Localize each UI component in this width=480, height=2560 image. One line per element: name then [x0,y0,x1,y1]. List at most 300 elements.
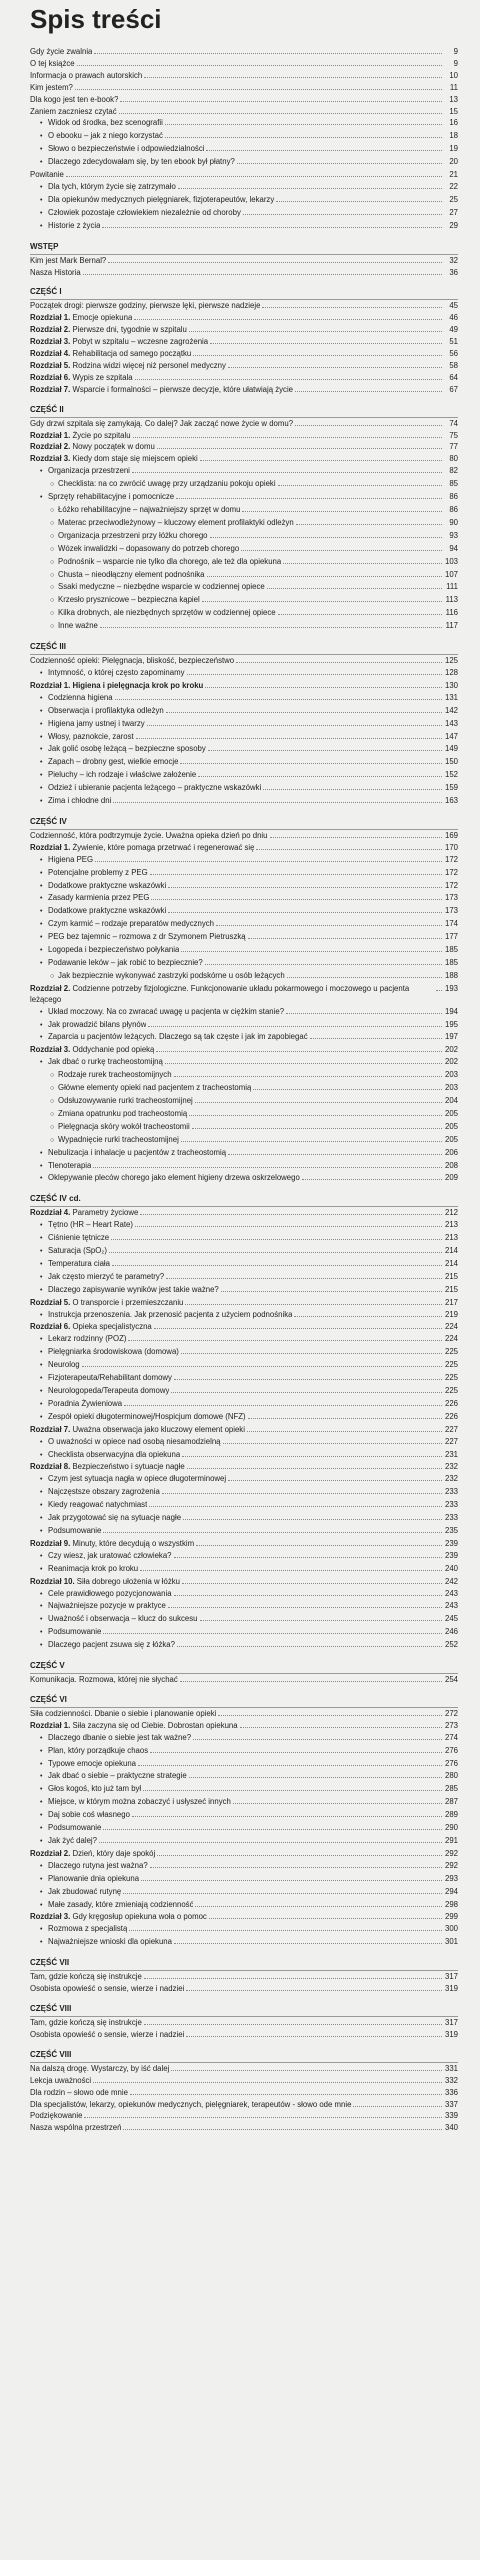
entry-text: Obserwacja i profilaktyka odleżyn [48,705,164,715]
entry-text: Cele prawidłowego pozycjonowania [48,1588,172,1598]
page-number: 224 [444,1334,458,1344]
toc-entry[interactable] [30,1398,458,1411]
toc-entry[interactable] [30,1873,458,1886]
page-number: 150 [444,757,458,767]
dot-leader [103,1822,442,1830]
toc-entry[interactable] [30,957,458,970]
entry-text: Miejsce, w którym można zobaczyć i usłyszeć innych [48,1797,231,1807]
entry-text: Czym karmić – rodzaje preparatów medycznych [48,919,214,929]
page-number: 149 [444,744,458,754]
toc-entry[interactable] [30,705,458,718]
toc-entry[interactable] [30,1258,458,1271]
toc-entry[interactable] [30,1674,458,1686]
chapter-label: Rozdział 2. [30,325,71,335]
toc-entry[interactable] [30,1147,458,1160]
toc-entry[interactable] [30,842,458,854]
chapter-label: Rozdział 6. [30,1322,71,1332]
toc-entry[interactable] [30,1232,458,1245]
page-number: 336 [444,2087,458,2097]
dot-leader [66,169,442,177]
bullet-icon [40,119,48,130]
page-number: 205 [444,1121,458,1131]
toc-entry[interactable] [30,905,458,918]
toc-entry[interactable] [30,795,458,808]
toc-entry[interactable] [30,1835,458,1848]
dot-leader [240,1720,442,1728]
toc-entry[interactable] [30,944,458,957]
bullet-icon [40,1552,48,1563]
toc-entry[interactable] [30,491,458,504]
toc-entry[interactable] [30,2110,458,2122]
bullet-icon [40,1247,48,1258]
bullet-icon [40,1149,48,1160]
page-number: 193 [444,983,458,993]
page-number: 173 [444,893,458,903]
page-number: 319 [444,1984,458,1994]
toc-entry[interactable] [30,384,458,396]
toc-entry[interactable] [30,441,458,453]
page-number: 214 [444,1246,458,1256]
dot-leader [237,156,442,164]
toc-entry[interactable] [30,194,458,207]
toc-entry[interactable] [30,854,458,867]
dot-leader [144,1971,442,1979]
toc-entry[interactable] [30,1372,458,1385]
toc-entry[interactable] [30,2122,458,2134]
toc-entry[interactable] [30,372,458,384]
entry-text: Tlenoterapia [48,1160,92,1170]
dot-leader [180,756,442,764]
toc-entry[interactable] [30,2029,458,2041]
toc-entry[interactable] [30,1449,458,1462]
entry-text: Wypadnięcie rurki tracheostomijnej [58,1134,179,1144]
circle-bullet-icon [50,506,58,517]
bullet-icon [40,196,48,207]
toc-entry[interactable] [30,1056,458,1069]
entry-text: Tętno (HR – Heart Rate) [48,1220,133,1230]
toc-entry[interactable] [30,718,458,731]
toc-entry[interactable] [30,1923,458,1936]
toc-entry[interactable] [30,360,458,372]
entry-text: Plan, który porządkuje chaos [48,1745,149,1755]
toc-entry[interactable] [30,336,458,348]
toc-entry[interactable] [30,207,458,220]
toc-entry[interactable] [30,1019,458,1032]
toc-entry[interactable] [30,1512,458,1525]
entry-text: Komunikacja. Rozmowa, której nie słychać [30,1675,178,1685]
entry-text: Podsumowanie [48,1627,102,1637]
dot-leader [223,1436,442,1444]
toc-entry[interactable] [30,556,458,569]
page-number: 339 [444,2111,458,2121]
dot-leader [193,1732,442,1740]
toc-entry[interactable] [30,255,458,267]
toc-entry[interactable] [30,1613,458,1626]
toc-entry[interactable] [30,169,458,181]
dot-leader [310,1031,442,1039]
entry-text: Oklepywanie pleców chorego jako element higieny drzewa oskrzelowego [48,1173,300,1183]
page-number: 125 [444,656,458,666]
page-number: 29 [449,220,458,230]
toc-entry[interactable] [30,880,458,893]
toc-entry[interactable] [30,1796,458,1809]
dot-leader [248,1411,442,1419]
page-number: 213 [444,1233,458,1243]
dot-leader [84,2110,442,2118]
toc-entry[interactable] [30,867,458,880]
bullet-icon [40,869,48,880]
entry-text: Najważniejsze pozycje w praktyce [48,1601,166,1611]
toc-entry[interactable] [30,2063,458,2075]
circle-bullet-icon [50,558,58,569]
toc-entry[interactable] [30,1809,458,1822]
toc-entry[interactable] [30,769,458,782]
entry-text: Rozdział 6. Wypis ze szpitala [30,372,133,382]
dot-leader [166,705,442,713]
toc-entry[interactable] [30,1134,458,1147]
page-number: 233 [444,1500,458,1510]
entry-text: Fizjoterapeuta/Rehabilitant domowy [48,1373,172,1383]
circle-bullet-icon [50,1084,58,1095]
toc-entry[interactable] [30,594,458,607]
dot-leader [174,1550,443,1558]
toc-entry[interactable] [30,2087,458,2099]
page-number: 94 [449,543,458,553]
entry-text: Kim jestem? [30,82,73,92]
toc-entry[interactable] [30,82,458,94]
bullet-icon [40,467,48,478]
toc-entry[interactable] [30,1006,458,1019]
toc-entry[interactable] [30,1436,458,1449]
toc-entry[interactable] [30,983,458,1006]
toc-entry[interactable] [30,1886,458,1899]
toc-entry[interactable] [30,1770,458,1783]
toc-entry[interactable] [30,1848,458,1860]
toc-entry[interactable] [30,348,458,360]
entry-text: Jak dbać o siebie – praktyczne strategie [48,1771,187,1781]
toc-entry[interactable] [30,94,458,106]
dot-leader [82,1359,442,1367]
page-number: 49 [449,325,458,335]
toc-entry[interactable] [30,1095,458,1108]
dot-leader [93,1160,442,1168]
chapter-label: Rozdział 2. [30,1848,71,1858]
bullet-icon [40,1335,48,1346]
toc-entry[interactable] [30,1385,458,1398]
entry-text: Rozdział 8. Bezpieczeństwo i sytuacje nagłe [30,1462,185,1472]
toc-entry[interactable] [30,1899,458,1912]
bullet-icon [40,758,48,769]
toc-entry[interactable] [30,1284,458,1297]
toc-entry[interactable] [30,1860,458,1873]
toc-entry[interactable] [30,312,458,324]
toc-entry[interactable] [30,267,458,279]
toc-entry[interactable] [30,1626,458,1639]
toc-entry[interactable] [30,667,458,680]
toc-entry[interactable] [30,1297,458,1309]
toc-entry[interactable] [30,1708,458,1720]
page-number: 298 [444,1899,458,1909]
entry-text: Dla specjalistów, lekarzy, opiekunów medycznych, pielęgniarek, terapeutów - słowo ode mnie [30,2099,352,2109]
toc-entry[interactable] [30,2075,458,2087]
entry-text: Podawanie leków – jak robić to bezpiecznie? [48,958,203,967]
dot-leader [256,842,442,850]
toc-entry[interactable] [30,1219,458,1232]
toc-entry[interactable] [30,1983,458,1995]
page-number: 232 [444,1474,458,1484]
bullet-icon [40,946,48,957]
toc-entry[interactable] [30,1588,458,1601]
toc-entry[interactable] [30,117,458,130]
toc-entry[interactable] [30,1720,458,1732]
toc-entry[interactable] [30,181,458,194]
entry-text: Słowo o bezpieczeństwie i odpowiedzialności [48,144,205,154]
toc-entry[interactable] [30,655,458,667]
dot-leader [180,1674,442,1682]
toc-entry[interactable] [30,1207,458,1219]
toc-entry[interactable] [30,1911,458,1923]
entry-text: Zima i chłodne dni [48,796,112,806]
page-number: 294 [444,1886,458,1896]
entry-text: Zaniem zaczniesz czytać [30,106,117,116]
page-number: 300 [444,1924,458,1934]
toc-entry[interactable] [30,156,458,169]
toc-entry[interactable] [30,1538,458,1550]
dot-leader [181,1346,442,1354]
entry-text: Nasza wspólna przestrzeń [30,2123,122,2133]
toc-entry[interactable] [30,1639,458,1652]
page-number: 159 [444,783,458,793]
toc-entry[interactable] [30,70,458,82]
entry-text: Materac przeciwodleżynowy – kluczowy element profilaktyki odleżyn [58,517,294,527]
bullet-icon [40,145,48,156]
page-number: 173 [444,906,458,916]
toc-entry[interactable] [30,1745,458,1758]
toc-entry[interactable] [30,756,458,769]
dot-leader [77,58,442,66]
toc-entry[interactable] [30,1411,458,1424]
page-number: 21 [449,170,458,180]
toc-entry[interactable] [30,543,458,556]
toc-entry[interactable] [30,324,458,336]
toc-entry[interactable] [30,2099,458,2111]
toc-entry[interactable] [30,1473,458,1486]
toc-entry[interactable] [30,106,458,118]
toc-entry[interactable] [30,1499,458,1512]
toc-entry[interactable] [30,1271,458,1284]
dot-leader [162,1486,442,1494]
entry-text: Informacja o prawach autorskich [30,70,143,80]
toc-entry[interactable] [30,918,458,931]
dot-leader [189,324,442,332]
toc-entry[interactable] [30,1783,458,1796]
dot-leader [75,82,442,90]
toc-entry[interactable] [30,530,458,543]
dot-leader [236,655,442,663]
toc-entry[interactable] [30,130,458,143]
dot-leader [295,384,442,392]
dot-leader [186,2029,442,2037]
page-number: 20 [449,157,458,167]
toc-entry[interactable] [30,1044,458,1056]
page-number: 225 [444,1347,458,1357]
toc-entry[interactable] [30,1346,458,1359]
toc-entry[interactable] [30,581,458,594]
page-number: 239 [444,1550,458,1560]
page-number: 206 [444,1147,458,1157]
toc-entry[interactable] [30,569,458,582]
dot-leader [135,1219,442,1227]
bullet-icon [40,1413,48,1424]
toc-entry[interactable] [30,465,458,478]
dot-leader [267,581,442,589]
toc-entry[interactable] [30,1172,458,1185]
circle-bullet-icon [50,609,58,620]
dot-leader [150,867,442,875]
toc-entry[interactable] [30,970,458,983]
bullet-icon [40,1451,48,1462]
toc-entry[interactable] [30,58,458,70]
toc-entry[interactable] [30,1576,458,1588]
toc-entry[interactable] [30,1461,458,1473]
toc-entry[interactable] [30,1108,458,1121]
toc-entry[interactable] [30,300,458,312]
toc-entry[interactable] [30,620,458,633]
toc-entry[interactable] [30,46,458,58]
dot-leader [221,1284,442,1292]
toc-entry[interactable] [30,692,458,705]
chapter-label: Rozdział 5. [30,1297,71,1307]
page-number: 289 [444,1810,458,1820]
entry-text: Ciśnienie tętnicze [48,1233,110,1243]
page-number: 16 [449,118,458,128]
toc-entry[interactable] [30,1069,458,1082]
toc-entry[interactable] [30,1563,458,1576]
toc-entry[interactable] [30,743,458,756]
entry-text: Krzesło prysznicowe – bezpieczna kąpiel [58,595,200,605]
bullet-icon [40,1286,48,1297]
toc-entry[interactable] [30,1758,458,1771]
bullet-icon [40,745,48,756]
bullet-icon [40,1938,48,1949]
dot-leader [108,255,442,263]
entry-text: Zaparcia u pacjentów leżących. Dlaczego są tak częste i jak im zapobiegać [48,1032,308,1042]
circle-bullet-icon [50,480,58,491]
dot-leader [182,1449,442,1457]
page-number: 15 [449,106,458,116]
page-number: 340 [444,2123,458,2133]
dot-leader [206,143,442,151]
entry-text: Dodatkowe praktyczne wskazówki [48,906,167,916]
toc-entry[interactable] [30,1550,458,1563]
entry-text: Potencjalne problemy z PEG [48,867,148,877]
toc-entry[interactable] [30,1486,458,1499]
page-number: 80 [449,454,458,464]
bullet-icon [40,1734,48,1745]
toc-entry[interactable] [30,143,458,156]
bullet-icon [40,1273,48,1284]
bullet-icon [40,1260,48,1271]
toc-entry[interactable] [30,418,458,430]
toc-section [30,1694,458,1949]
bullet-icon [40,183,48,194]
chapter-label: Rozdział 6. [30,372,71,382]
dot-leader [165,117,442,125]
toc-entry[interactable] [30,892,458,905]
entry-text: Człowiek pozostaje człowiekiem niezależnie od choroby [48,207,241,217]
bullet-icon [40,959,48,970]
toc-entry[interactable] [30,1936,458,1949]
toc-entry[interactable] [30,478,458,491]
toc-entry[interactable] [30,1309,458,1322]
toc-entry[interactable] [30,680,458,692]
toc-entry[interactable] [30,1600,458,1613]
toc-entry[interactable] [30,517,458,530]
toc-entry[interactable] [30,931,458,944]
toc-entry[interactable] [30,453,458,465]
toc-entry[interactable] [30,1525,458,1538]
entry-text: Rozdział 2. Codzienne potrzeby fizjologiczne. Funkcjonowanie układu pokarmowego i moczowego u pacjenta leżącego [30,983,410,1004]
toc-entry[interactable] [30,1424,458,1436]
toc-entry[interactable] [30,430,458,442]
toc-entry[interactable] [30,2017,458,2029]
dot-leader [151,892,442,900]
toc-entry[interactable] [30,1333,458,1346]
entry-text: Najważniejsze wnioski dla opiekuna [48,1937,172,1947]
circle-bullet-icon [50,596,58,607]
dot-leader [128,1333,442,1341]
toc-entry[interactable] [30,830,458,842]
bullet-icon [40,1925,48,1936]
entry-text [30,681,203,692]
page-number: 287 [444,1797,458,1807]
dot-leader [147,718,442,726]
bullet-icon [40,1058,48,1069]
toc-entry[interactable] [30,1359,458,1372]
toc-section [30,1660,458,1686]
toc-entry[interactable] [30,731,458,744]
entry-text: Zmiana opatrunku pod tracheostomią [58,1108,188,1118]
entry-text: Intymność, o której często zapominamy [48,667,185,677]
entry-text: Rozdział 1. Żywienie, które pomaga przetrwać i regenerować się [30,842,255,852]
page-number: 235 [444,1525,458,1535]
dot-leader [183,1512,442,1520]
entry-text: Inne ważne [58,621,98,631]
toc-entry[interactable] [30,1732,458,1745]
toc-entry[interactable] [30,1082,458,1095]
toc-entry[interactable] [30,607,458,620]
toc-entry[interactable] [30,1121,458,1134]
toc-entry[interactable] [30,1971,458,1983]
toc-entry[interactable] [30,220,458,233]
dot-leader [193,348,442,356]
toc-entry[interactable] [30,1245,458,1258]
entry-text: Rozdział 5. Rodzina widzi więcej niż personel medyczny [30,360,226,370]
toc-entry[interactable] [30,1321,458,1333]
toc-entry[interactable] [30,1031,458,1044]
toc-entry[interactable] [30,1160,458,1173]
toc-entry[interactable] [30,504,458,517]
section-title: CZĘŚĆ I [30,286,458,300]
page-number: 46 [449,313,458,323]
dot-leader [99,1835,442,1843]
toc-entry[interactable] [30,1822,458,1835]
circle-bullet-icon [50,1123,58,1134]
page-number: 10 [449,70,458,80]
toc-entry[interactable] [30,782,458,795]
dot-leader [123,1886,442,1894]
dot-leader [207,569,442,577]
